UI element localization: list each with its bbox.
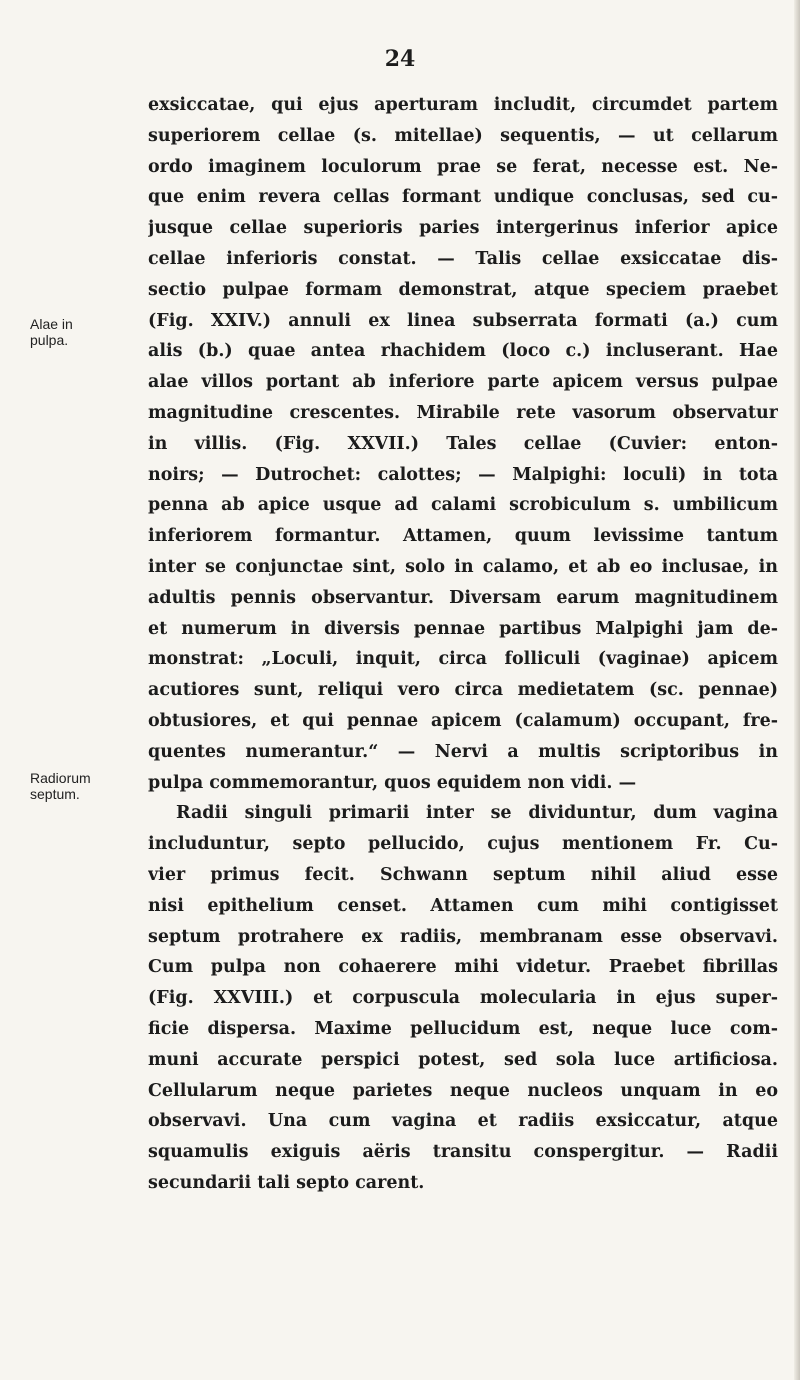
text-line: includuntur, septo pellucido, cujus mentionem Fr. Cu- [148,834,778,855]
margin-note-radiorum [30,770,140,802]
text-line: superiorem cellae (s. mitellae) sequentis, — ut cellarum [148,125,778,146]
text-line: obtusiores, et qui pennae apicem (calamum) occupant, fre- [148,710,778,731]
text-line: exsiccatae, qui ejus aperturam includit, circumdet partem [148,95,778,115]
text-line: Cum pulpa non cohaerere mihi videtur. Praebet fibrillas [148,957,778,978]
text-line: adultis pennis observantur. Diversam earum magnitudinem [148,587,778,608]
text-line: ordo imaginem loculorum prae se ferat, necesse est. Ne- [148,156,778,177]
text-line: inferiorem formantur. Attamen, quum levissime tantum [148,526,778,547]
text-line: que enim revera cellas formant undique conclusas, sed cu- [148,187,778,208]
text-line: in villis. (Fig. XXVII.) Tales cellae (Cuvier: enton- [148,433,778,454]
text-line: inter se conjunctae sint, solo in calamo, et ab eo inclusae, in [148,556,778,577]
margin-note-line: pulpa. [30,332,69,348]
margin-note-line: Alae in [30,316,73,332]
text-line: squamulis exiguis aëris transitu conspergitur. — Radii [148,1142,778,1163]
text-line: alae villos portant ab inferiore parte apicem versus pulpae [148,372,778,393]
text-line: observavi. Una cum vagina et radiis exsiccatur, atque [148,1111,778,1132]
text-line: sectio pulpae formam demonstrat, atque speciem praebet [148,279,778,300]
text-line: alis (b.) quae antea rhachidem (loco c.) incluserant. Hae [148,341,778,362]
text-line: (Fig. XXIV.) annuli ex linea subserrata formati (a.) cum [148,310,778,331]
margin-note-line: Radiorum [30,770,91,786]
text-line: ficie dispersa. Maxime pellucidum est, neque luce com- [148,1018,778,1039]
text-line: muni accurate perspici potest, sed sola luce artificiosa. [148,1049,778,1070]
page-edge-shadow [794,0,800,1380]
text-line: cellae inferioris constat. — Talis cellae exsiccatae dis- [148,248,778,269]
margin-note-alae [30,316,140,348]
text-line: magnitudine crescentes. Mirabile rete vasorum observatur [148,402,778,423]
text-line: septum protrahere ex radiis, membranam esse observavi. [148,926,778,947]
text-line: vier primus fecit. Schwann septum nihil aliud esse [148,864,778,885]
text-line: quentes numerantur.“ — Nervi a multis scriptoribus in [148,741,778,762]
text-line: jusque cellae superioris paries intergerinus inferior apice [148,218,778,239]
text-line: Cellularum neque parietes neque nucleos unquam in eo [148,1080,778,1101]
margin-note-line: septum. [30,786,80,802]
text-line: pulpa commemorantur, quos equidem non vidi. — [148,772,637,793]
text-line: acutiores sunt, reliqui vero circa medietatem (sc. pennae) [148,680,778,701]
body-text [148,90,778,1199]
page-number: 24 [384,46,416,72]
text-line: Radii singuli primarii inter se dividuntur, dum vagina [176,803,778,824]
text-line: secundarii tali septo carent. [148,1172,425,1193]
text-line: penna ab apice usque ad calami scrobiculum s. umbilicum [148,495,778,516]
text-line: et numerum in diversis pennae partibus Malpighi jam de- [148,618,778,639]
text-line: nisi epithelium censet. Attamen cum mihi contigisset [148,895,778,916]
text-line: monstrat: „Loculi, inquit, circa folliculi (vaginae) apicem [148,649,778,670]
text-line: noirs; — Dutrochet: calottes; — Malpighi: loculi) in tota [148,464,778,485]
text-line: (Fig. XXVIII.) et corpuscula molecularia in ejus super- [148,988,778,1009]
